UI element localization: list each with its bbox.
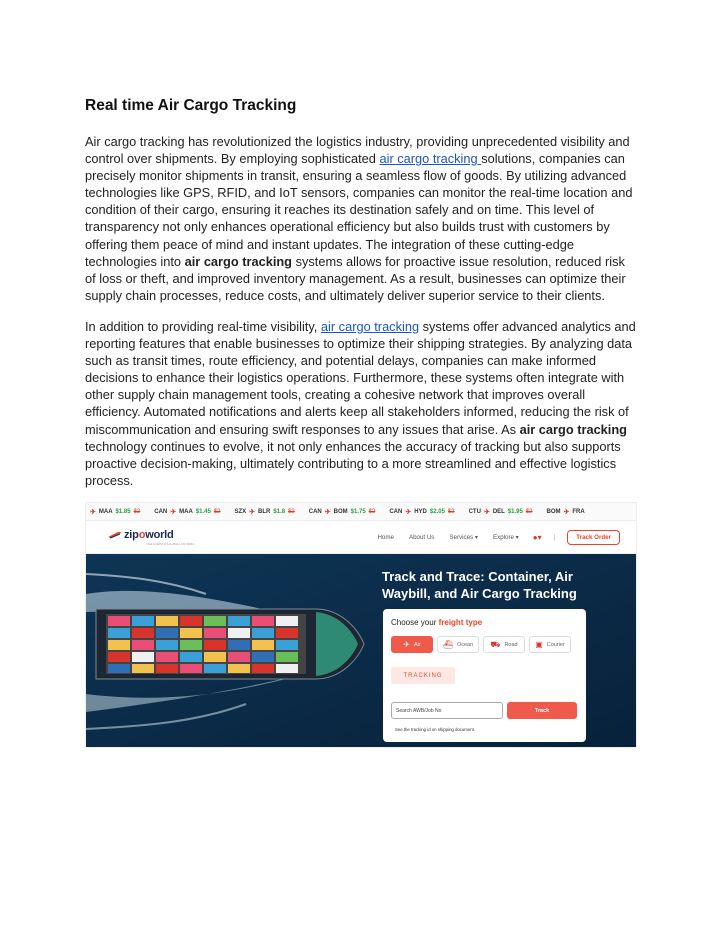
- p1-text-3: systems allows for proactive issue resolution, reduced risk of loss or theft, and improved inventory management. As a result, businesses can optimize their supply chain processes, reduce costs, and ultimately deliver superior service to their clients.: [85, 253, 626, 303]
- p2-text-3: technology continues to evolve, it not only enhances the accuracy of tracking but also supports proactive decision-making, ultimately contributing to a more streamlined and effective logistics process.: [85, 438, 621, 488]
- plane-icon: ✈: [170, 508, 177, 516]
- ticker-item: [547, 508, 588, 516]
- freight-type-heading: [391, 618, 482, 627]
- logo-wordmark: [124, 529, 174, 541]
- ticker-origin: SZX: [234, 508, 247, 515]
- ticker-price: $2.05: [429, 508, 445, 515]
- ticker-destination: DEL: [492, 508, 505, 515]
- freight-option-road[interactable]: [483, 636, 525, 653]
- main-nav: [362, 530, 620, 545]
- user-icon[interactable]: ●▾: [532, 533, 542, 542]
- page-title: Real time Air Cargo Tracking: [85, 97, 297, 114]
- freight-option-air[interactable]: [391, 636, 433, 653]
- logo-tagline: THE LOGISTICS E-MALL OF INDIA: [146, 542, 195, 546]
- p2-text-2: systems offer advanced analytics and reporting features that enable businesses to optimize their shipping strategies. By analyzing data such as transit times, route efficiency, and potential delays, companies can make informed decisions to enhance their logistics operations. Furthermore, these systems often integrate with other supply chain management tools, creating a cohesive network that improves overall efficiency. Automated notifications and alerts keep all stakeholders informed, reducing the risk of miscommunication and ensuring swift responses to any issues that arise. As: [85, 319, 636, 437]
- freight-type-options: [391, 636, 575, 653]
- p2-bold-keyword: air cargo tracking: [519, 421, 627, 437]
- ticker-origin: CAN: [154, 508, 168, 515]
- freight-option-label: Air: [413, 641, 421, 648]
- ticker-old-price: $2: [525, 508, 533, 515]
- air-cargo-tracking-link-2[interactable]: air cargo tracking: [320, 319, 420, 334]
- awb-search-input[interactable]: Search AWB/Job No: [391, 702, 503, 719]
- logo-swoosh-icon: [108, 531, 122, 539]
- logo-part-1: zip: [124, 529, 139, 541]
- ticker-origin: CAN: [389, 508, 403, 515]
- plane-icon: ✈: [90, 508, 96, 516]
- ticker-item: [235, 508, 295, 516]
- p1-bold-keyword: air cargo tracking: [184, 253, 293, 269]
- air-cargo-tracking-link-1[interactable]: air cargo tracking: [379, 151, 482, 167]
- tracking-hint: See the tracking id on shipping document.: [395, 727, 476, 732]
- tracking-tab[interactable]: TRACKING: [391, 667, 455, 684]
- ticker-destination: MAA: [179, 508, 193, 515]
- p1-text-2: solutions, companies can precisely monitor shipments in transit, ensuring a seamless flow of goods. By utilizing advanced technologies like GPS, RFID, and IoT sensors, companies can monitor the real-time location and condition of their cargo, ensuring it reaches its destination safely and on time. This level of transparency not only enhances operational efficiency but also builds trust with customers by offering them peace of mind and instant updates. The integration of these cutting-edge technologies into: [85, 151, 633, 269]
- freight-option-ocean[interactable]: [437, 636, 479, 653]
- heading-prefix: Choose your: [391, 618, 439, 627]
- ticker-destination: HYD: [414, 508, 427, 515]
- ticker-price: $1.85: [115, 508, 131, 515]
- truck-icon: ⛟: [490, 639, 501, 649]
- plane-icon: ✈: [563, 508, 570, 516]
- ticker-price: $1.8: [273, 508, 286, 515]
- ticker-origin: BOM: [546, 508, 561, 515]
- p1-text-1: Air cargo tracking has revolutionized the logistics industry, providing unprecedented visibility and control over shipments. By employing sophisticated: [85, 134, 630, 167]
- tracking-card: [383, 609, 586, 742]
- nav-about-us[interactable]: About Us: [408, 534, 435, 541]
- track-button[interactable]: Track: [507, 702, 577, 719]
- plane-icon: ✈: [405, 508, 412, 516]
- rate-ticker: [86, 503, 637, 521]
- ticker-origin: CAN: [308, 508, 322, 515]
- ticker-price: $1.45: [195, 508, 211, 515]
- hero-title: Track and Trace: Container, Air Waybill, and Air Cargo Tracking: [382, 569, 577, 601]
- plane-icon: ✈: [483, 508, 490, 516]
- ticker-item: [469, 508, 533, 516]
- ticker-destination: FRA: [572, 508, 585, 515]
- ticker-origin: CTU: [468, 508, 481, 515]
- paragraph-1: [85, 133, 637, 304]
- freight-option-label: Courier: [546, 641, 565, 648]
- nav-divider: |: [553, 534, 556, 541]
- p2-text-1: In addition to providing real-time visibility,: [85, 319, 321, 334]
- freight-option-label: Ocean: [456, 641, 474, 648]
- ticker-item: [389, 508, 454, 516]
- plane-icon: ✈: [249, 508, 256, 516]
- ticker-price: $1.75: [350, 508, 366, 515]
- freight-option-label: Road: [504, 641, 518, 648]
- nav-services[interactable]: Services ▾: [449, 534, 478, 541]
- paragraph-2: [85, 318, 637, 489]
- ticker-old-price: $2: [447, 508, 455, 515]
- ship-icon: ⛴: [442, 640, 453, 649]
- ticker-item: [90, 508, 140, 516]
- logo-part-3: world: [145, 529, 174, 541]
- ticker-old-price: $2: [368, 508, 376, 515]
- ticker-destination: BLR: [258, 508, 271, 515]
- plane-icon: ✈: [324, 508, 331, 516]
- ticker-destination: BOM: [333, 508, 348, 515]
- hero-banner: [86, 554, 637, 748]
- ticker-destination: MAA: [98, 508, 113, 515]
- nav-home[interactable]: Home: [377, 534, 394, 541]
- embedded-website-screenshot: [85, 502, 637, 748]
- ticker-item: [309, 508, 376, 516]
- ticker-old-price: $2: [288, 508, 295, 515]
- package-icon: ▣: [535, 640, 543, 649]
- airplane-icon: ✈: [403, 640, 410, 649]
- ticker-price: $1.95: [507, 508, 523, 515]
- heading-highlight: freight type: [438, 618, 483, 627]
- ticker-old-price: $2: [133, 508, 141, 515]
- track-order-button[interactable]: Track Order: [567, 530, 620, 545]
- nav-explore[interactable]: Explore ▾: [492, 534, 519, 541]
- freight-option-courier[interactable]: [529, 636, 571, 653]
- logo-part-2: o: [138, 529, 146, 541]
- zipaworld-logo[interactable]: [108, 529, 195, 546]
- site-header: [86, 521, 637, 554]
- ticker-item: [154, 508, 220, 516]
- ticker-old-price: $2: [213, 508, 221, 515]
